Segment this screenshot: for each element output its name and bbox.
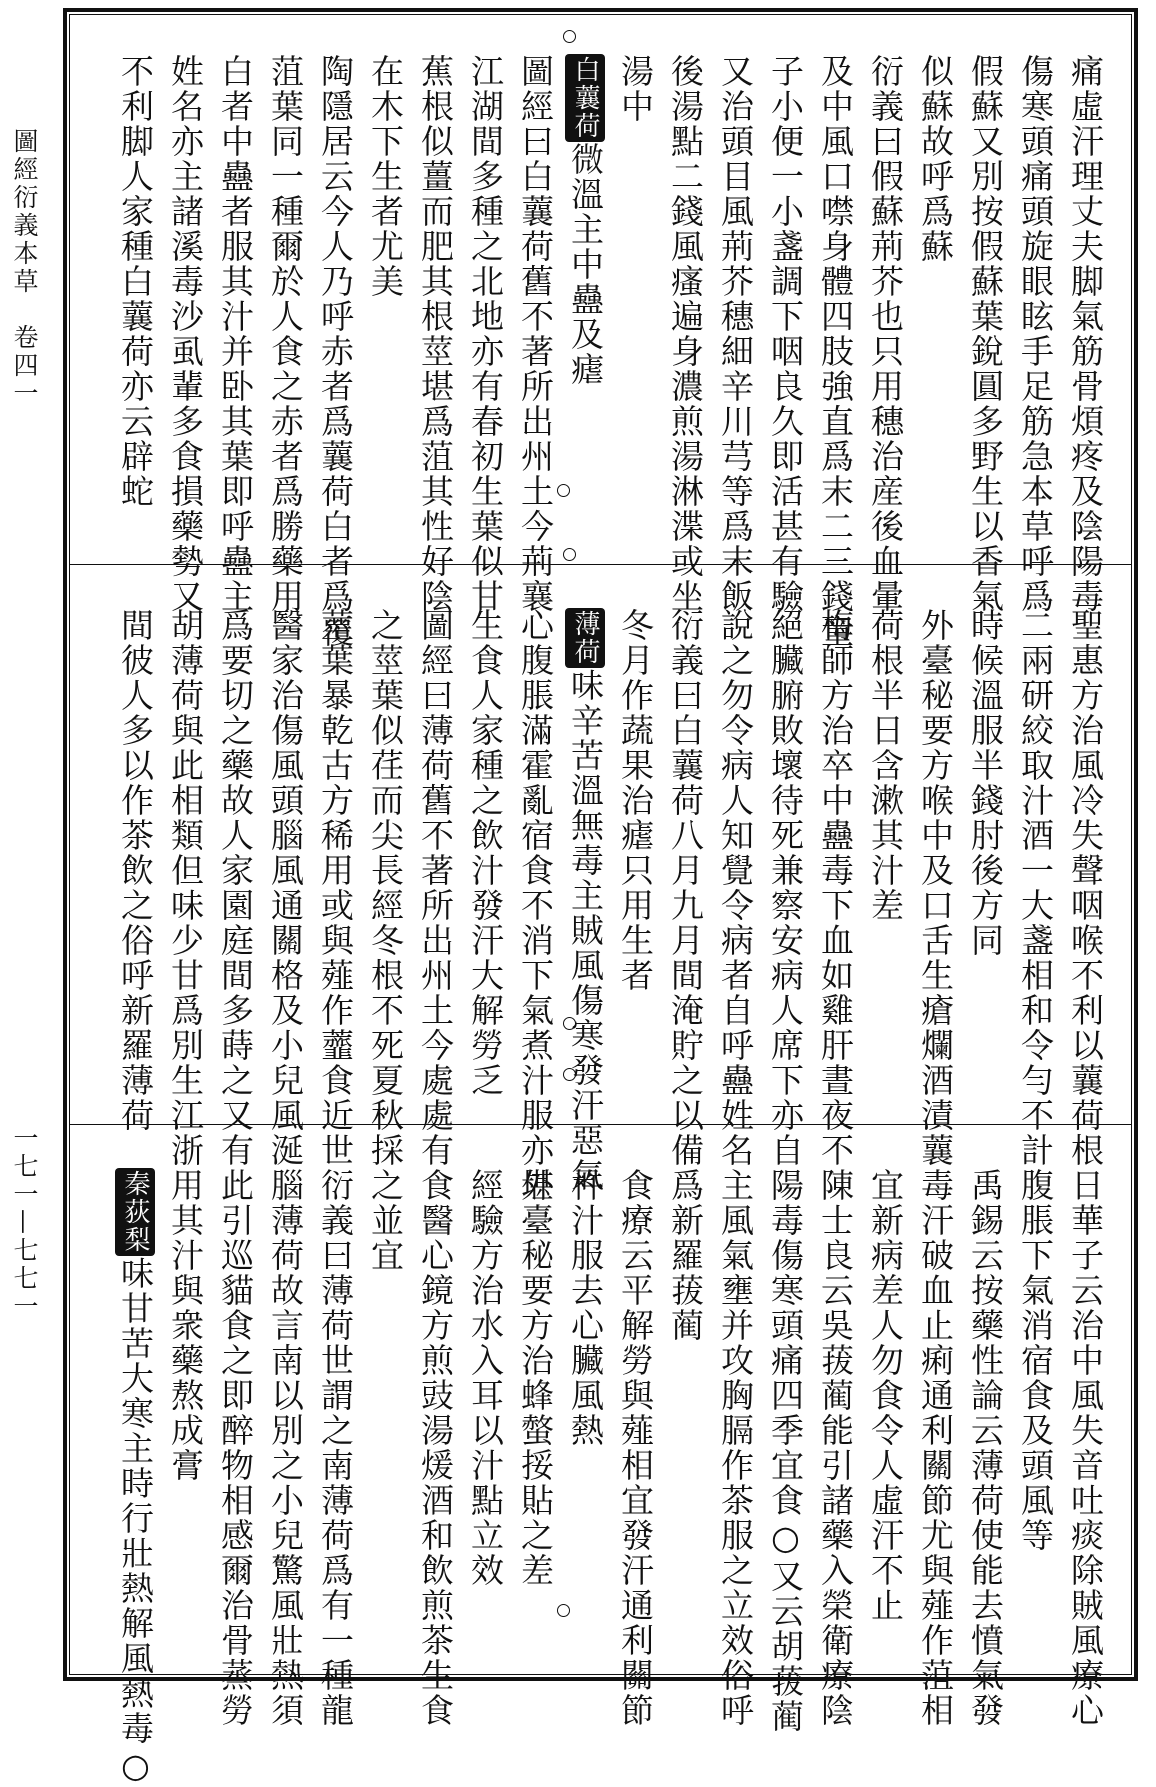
circle-mark — [563, 548, 576, 561]
text-column — [610, 608, 660, 993]
column-text: 荷根半日含漱其汁差 — [866, 608, 905, 923]
column-text: 圖經曰白蘘荷舊不著所出州土今荊襄 — [516, 54, 555, 614]
text-column — [410, 608, 460, 1168]
text-column — [310, 608, 360, 1168]
column-text: 假蘇又別按假蘇葉銳圓多野生以香氣 — [966, 54, 1005, 614]
text-column — [910, 54, 960, 264]
text-column — [210, 54, 260, 614]
herb-heading-tag: 秦荻梨 — [115, 1168, 155, 1256]
text-column — [110, 54, 160, 509]
column-text: 食療云平解勞與薤相宜發汗通利關節 — [616, 1168, 655, 1728]
text-column — [560, 54, 610, 387]
column-text: 似蘇故呼爲蘇 — [916, 54, 955, 264]
column-text: 微溫主中蠱及瘧 — [566, 142, 605, 387]
text-column — [860, 608, 910, 923]
column-text: 陽毒傷寒頭痛四季宜食○又云胡菝蔺 — [766, 1168, 805, 1734]
column-text: 外臺秘要方治蜂螫挼貼之差 — [516, 1168, 555, 1588]
text-column — [510, 608, 560, 1203]
text-panel-middle — [110, 578, 1110, 1203]
text-column — [360, 54, 410, 299]
text-column — [460, 1168, 510, 1588]
column-text: 爲要切之藥故人家園庭間多蒔之又有 — [216, 608, 255, 1168]
column-text: 之莖葉似荏而尖長經冬根不死夏秋採 — [366, 608, 405, 1168]
column-text: 經驗方治水入耳以汁點立效 — [466, 1168, 505, 1588]
column-text: 用其汁與衆藥熬成膏 — [166, 1168, 205, 1483]
column-text: 梅師方治卒中蠱毒下血如雞肝晝夜不 — [816, 608, 855, 1168]
text-column — [810, 54, 860, 649]
text-column — [160, 54, 210, 614]
margin-title: 圖經衍義本草 卷四一 — [10, 128, 39, 408]
column-text: 蕉根似薑而肥其根莖堪爲菹其性好陰 — [416, 54, 455, 614]
circle-mark — [563, 1068, 576, 1081]
text-column — [1010, 54, 1060, 614]
column-text: 聖惠方治風冷失聲咽喉不利以蘘荷根 — [1066, 608, 1105, 1168]
column-text: 衍義曰白蘘荷八月九月間淹貯之以備 — [666, 608, 705, 1168]
column-text: 禹錫云按藥性論云薄荷使能去憤氣發 — [966, 1168, 1005, 1728]
column-text: 二兩研絞取汁酒一大盞相和令勻不計 — [1016, 608, 1055, 1168]
text-column — [660, 608, 710, 1168]
column-text: 時候溫服半錢肘後方同 — [966, 608, 1005, 958]
column-text: 間彼人多以作茶飲之俗呼新羅薄荷 — [116, 608, 155, 1133]
text-column — [660, 1168, 710, 1343]
text-column — [710, 1168, 760, 1728]
text-column — [860, 1168, 910, 1623]
text-column — [610, 1168, 660, 1728]
column-text: 腦薄荷故言南以別之小兒驚風壯熱須 — [266, 1168, 305, 1728]
column-text: 心腹脹滿霍亂宿食不消下氣煮汁服亦堪 — [516, 608, 555, 1203]
column-text: 及中風口噤身體四肢強直爲末二三錢童 — [816, 54, 855, 649]
circle-mark — [563, 30, 576, 43]
text-column — [710, 54, 760, 614]
text-column — [110, 608, 160, 1133]
column-text: 菹葉同一種爾於人食之赤者爲勝藥用 — [266, 54, 305, 614]
text-column — [310, 54, 360, 649]
column-text: 圖經曰薄荷舊不著所出州土今處處有 — [416, 608, 455, 1168]
text-column — [160, 1168, 210, 1483]
column-text: 杵汁服去心臟風熱 — [566, 1168, 605, 1448]
column-text: 白者中蠱者服其汁并卧其葉即呼蠱主 — [216, 54, 255, 614]
column-text: 又治頭目風荊芥穗細辛川芎等爲末飯 — [716, 54, 755, 614]
column-text: 在木下生者尤美 — [366, 54, 405, 299]
text-column — [210, 608, 260, 1168]
text-column — [160, 608, 210, 1168]
text-column — [760, 54, 810, 614]
text-column — [760, 608, 810, 1168]
circle-mark — [557, 484, 570, 497]
text-column — [910, 608, 960, 1168]
column-text: 食醫心鏡方煎豉湯煖酒和飲煎茶生食 — [416, 1168, 455, 1728]
text-column — [310, 1168, 360, 1728]
text-column — [360, 608, 410, 1168]
text-column — [510, 1168, 560, 1588]
column-text: 味甘苦大寒主時行壯熱解風熱毒○ — [116, 1256, 155, 1787]
column-text: 傷寒頭痛頭旋眼眩手足筋急本草呼爲 — [1016, 54, 1055, 614]
column-text: 日華子云治中風失音吐痰除賊風療心 — [1066, 1168, 1105, 1728]
text-column — [810, 608, 860, 1168]
text-column — [1060, 54, 1110, 614]
column-text: 外臺秘要方喉中及口舌生瘡爛酒漬蘘 — [916, 608, 955, 1168]
text-column — [510, 54, 560, 614]
column-text: 胡薄荷與此相類但味少甘爲別生江浙 — [166, 608, 205, 1168]
text-panel-bottom — [110, 1138, 1110, 1787]
column-text: 之並宜 — [366, 1168, 405, 1273]
text-column — [760, 1168, 810, 1734]
herb-heading-tag: 薄荷 — [565, 608, 605, 668]
text-column — [560, 608, 610, 1193]
column-text: 衍義曰薄荷世謂之南薄荷爲有一種龍 — [316, 1168, 355, 1728]
text-column — [260, 1168, 310, 1728]
text-column — [960, 1168, 1010, 1728]
column-text: 此引巡貓食之即醉物相感爾治骨蒸勞 — [216, 1168, 255, 1728]
column-text: 後湯點二錢風瘙遍身濃煎湯淋渫或坐 — [666, 54, 705, 614]
column-text: 姓名亦主諸溪毒沙虱輩多食損藥勢又 — [166, 54, 205, 614]
text-column — [260, 54, 310, 614]
text-column — [910, 1168, 960, 1728]
column-text: 冬月作蔬果治瘧只用生者 — [616, 608, 655, 993]
text-column — [1010, 1168, 1060, 1553]
column-text: 絕臟腑敗壞待死兼察安病人席下亦自 — [766, 608, 805, 1168]
text-column — [260, 608, 310, 1168]
text-column — [710, 608, 760, 1168]
circle-mark — [557, 1604, 570, 1617]
text-column — [1060, 608, 1110, 1168]
column-text: 子小便一小盞調下咽良久即活甚有驗 — [766, 54, 805, 614]
column-text: 江湖間多種之北地亦有春初生葉似甘 — [466, 54, 505, 614]
column-text: 生食人家種之飲汁發汗大解勞乏 — [466, 608, 505, 1098]
text-column — [960, 608, 1010, 958]
herb-heading-tag: 白蘘荷 — [565, 54, 605, 142]
text-column — [460, 54, 510, 614]
text-column — [210, 1168, 260, 1728]
text-column — [560, 1168, 610, 1448]
column-text: 醫家治傷風頭腦風通關格及小兒風涎 — [266, 608, 305, 1168]
text-column — [460, 608, 510, 1098]
text-column — [1010, 608, 1060, 1168]
column-text: 味辛苦溫無毒主賊風傷寒發汗惡氣 — [566, 668, 605, 1193]
column-text: 主風氣壅并攻胸膈作茶服之立效俗呼 — [716, 1168, 755, 1728]
text-column — [110, 1168, 160, 1787]
column-text: 宜新病差人勿食令人虛汗不止 — [866, 1168, 905, 1623]
column-text: 陶隱居云今人乃呼赤者爲蘘荷白者爲覆 — [316, 54, 355, 649]
text-column — [1060, 1168, 1110, 1728]
text-column — [410, 1168, 460, 1728]
column-text: 莖葉暴乾古方稀用或與薤作虀食近世 — [316, 608, 355, 1168]
column-text: 腹脹下氣消宿食及頭風等 — [1016, 1168, 1055, 1553]
text-column — [860, 54, 910, 614]
text-column — [810, 1168, 860, 1728]
column-text: 毒汗破血止痢通利關節尤與薤作菹相 — [916, 1168, 955, 1728]
margin-page-number: 一七一—七七一 — [10, 1125, 39, 1321]
text-column — [960, 54, 1010, 614]
circle-mark — [563, 1017, 576, 1030]
column-text: 陳士良云吳菝蔺能引諸藥入榮衛療陰 — [816, 1168, 855, 1728]
column-text: 痛虛汗理丈夫脚氣筋骨煩疼及陰陽毒 — [1066, 54, 1105, 614]
text-column — [660, 54, 710, 614]
column-text: 爲新羅菝蔺 — [666, 1168, 705, 1343]
column-text: 不利脚人家種白蘘荷亦云辟蛇 — [116, 54, 155, 509]
column-text: 說之勿令病人知覺令病者自呼蠱姓名 — [716, 608, 755, 1168]
column-text: 衍義曰假蘇荊芥也只用穗治産後血暈 — [866, 54, 905, 614]
text-column — [360, 1168, 410, 1273]
column-text: 湯中 — [616, 54, 655, 124]
text-column — [410, 54, 460, 614]
text-column — [610, 54, 660, 124]
